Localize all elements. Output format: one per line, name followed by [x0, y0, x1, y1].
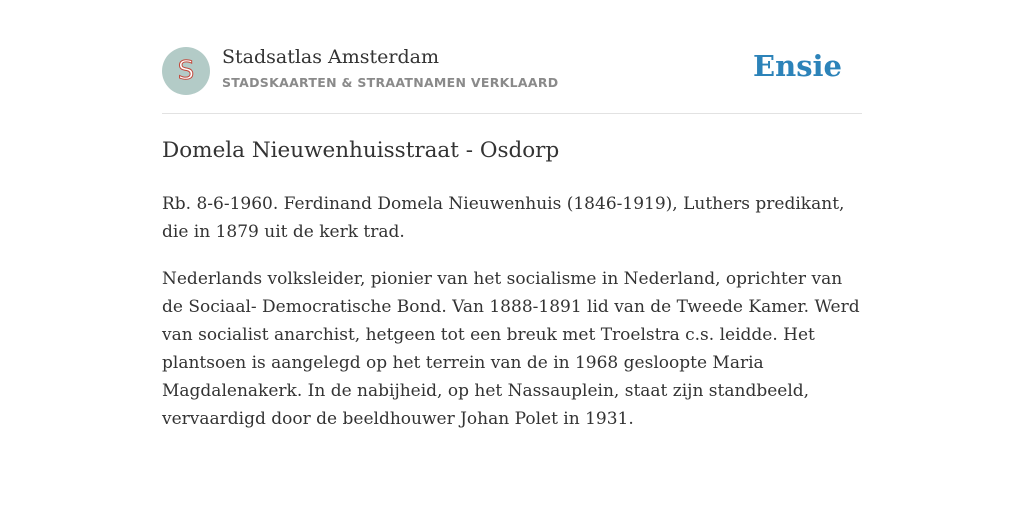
brand-logo[interactable]: Ensie	[753, 49, 842, 83]
avatar[interactable]: S	[162, 47, 210, 95]
site-subtitle: STADSKAARTEN & STRAATNAMEN VERKLAARD	[222, 75, 559, 90]
paragraph-biography: Nederlands volksleider, pionier van het socialisme in Nederland, oprichter van de Sociaal- Democratische Bond. Van 1888-1891 lid van de Tweede Kamer. Werd van socialist anarchist, hetgeen tot een breuk met Troelstra c.s. leidde. Het plantsoen is aangelegd op het terrein van de in 1968 gesloopte Maria Magdalenakerk. In de nabijheid, op het Nassauplein, staat zijn standbeeld, vervaardigd door de beeldhouwer Johan Polet in 1931.	[162, 269, 860, 429]
paragraph-definition: Rb. 8-6-1960. Ferdinand Domela Nieuwenhuis (1846-1919), Luthers predikant, die in 1879 uit de kerk trad.	[162, 194, 845, 242]
header-divider	[162, 113, 862, 114]
site-header	[162, 44, 862, 98]
site-title[interactable]: Stadsatlas Amsterdam	[222, 46, 440, 68]
page-title: Domela Nieuwenhuisstraat - Osdorp	[162, 138, 560, 163]
